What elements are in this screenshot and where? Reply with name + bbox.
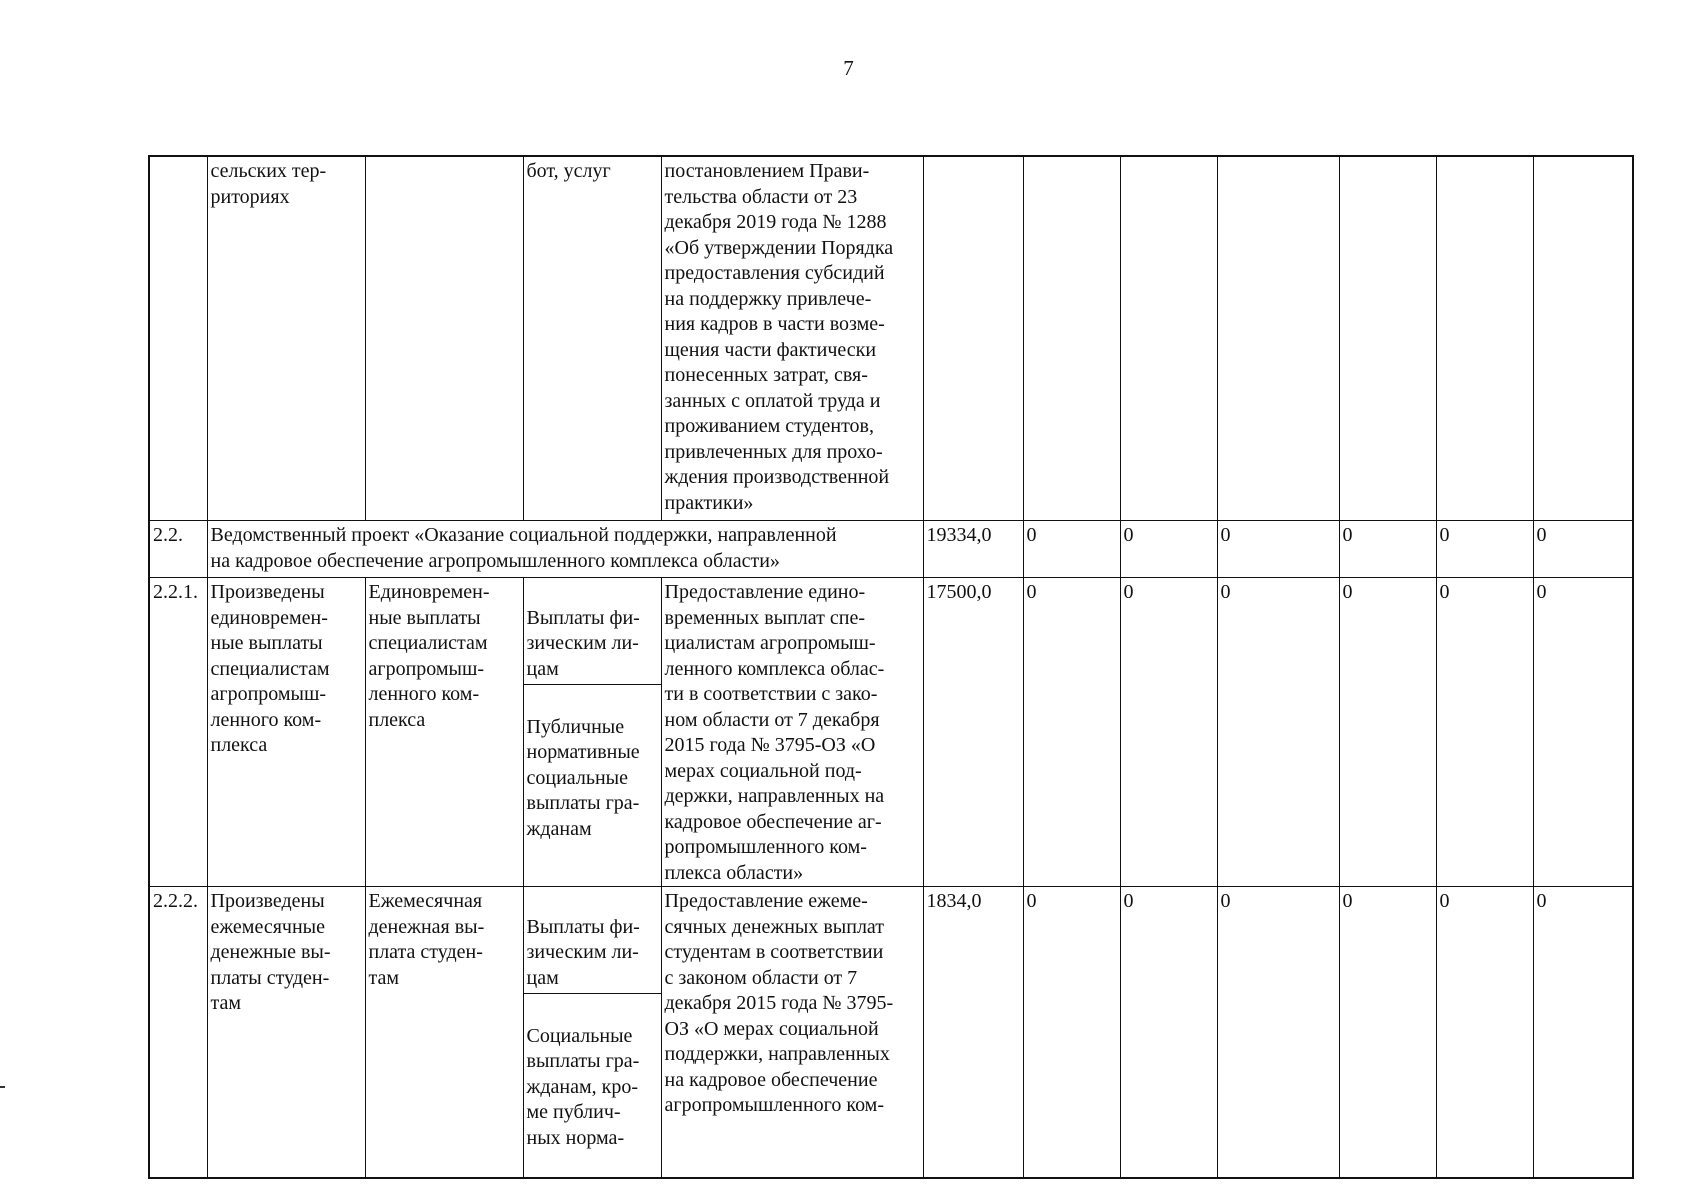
row-number: 2.2.2. bbox=[149, 887, 207, 1178]
payment-type-bottom: Социальные выплаты гра- жданам, кро- ме публич- ных норма- bbox=[526, 1024, 640, 1149]
description-cell: Предоставление ежеме- сячных денежных выплат студентам в соответствии с законом области от 7 декабря 2015 года № 3795- ОЗ «О мерах социальной поддержки, направленных на кадровое обеспечение агропромышленного ком- bbox=[661, 887, 923, 1178]
value-cell: 0 bbox=[1023, 521, 1120, 578]
value-cell: 0 bbox=[1436, 887, 1533, 1178]
payment-type-top: Выплаты фи- зическим ли- цам bbox=[524, 913, 661, 995]
value-cell: 0 bbox=[1533, 887, 1633, 1178]
value-cell bbox=[1436, 156, 1533, 521]
table-row bbox=[149, 521, 1633, 578]
value-cell: 1834,0 bbox=[923, 887, 1023, 1178]
row-number: 2.2. bbox=[149, 521, 207, 578]
event-cell bbox=[365, 156, 523, 521]
value-cell bbox=[923, 156, 1023, 521]
description-cell: постановлением Прави- тельства области от 23 декабря 2019 года № 1288 «Об утверждении Порядка предоставления субсидий на поддержку привлече- ния кадров в части возме- щения части фактически понесенных затрат, свя- занных с оплатой труда и проживанием студентов, привлеченных для прохо- ждения производственной практики» bbox=[661, 156, 923, 521]
payment-type-top: Выплаты фи- зическим ли- цам bbox=[524, 604, 661, 686]
value-cell bbox=[1023, 156, 1120, 521]
page-number: 7 bbox=[843, 56, 854, 80]
value-cell: 0 bbox=[1217, 578, 1339, 887]
row-number: 2.2.1. bbox=[149, 578, 207, 887]
value-cell bbox=[1533, 156, 1633, 521]
value-cell: 0 bbox=[1533, 521, 1633, 578]
program-table bbox=[148, 155, 1634, 1179]
value-cell: 0 bbox=[1023, 887, 1120, 1178]
value-cell: 0 bbox=[1120, 578, 1217, 887]
payment-type-cell bbox=[523, 578, 661, 887]
value-cell bbox=[1120, 156, 1217, 521]
payment-type-cell: бот, услуг bbox=[523, 156, 661, 521]
value-cell: 0 bbox=[1339, 578, 1436, 887]
description-cell: Предоставление едино- временных выплат спе- циалистам агропромыш- ленного комплекса облас- ти в соответствии с зако- ном области от 7 декабря 2015 года № 3795-ОЗ «О мерах социальной под- держки, направленных на кадровое обеспечение аг- ропромышленного ком- плекса области» bbox=[661, 578, 923, 887]
value-cell: 0 bbox=[1436, 521, 1533, 578]
event-cell: Единовремен- ные выплаты специалистам агропромыш- ленного ком- плекса bbox=[365, 578, 523, 887]
result-cell: Произведены ежемесячные денежные вы- платы студен- там bbox=[207, 887, 365, 1178]
value-cell: 0 bbox=[1023, 578, 1120, 887]
value-cell: 0 bbox=[1436, 578, 1533, 887]
value-cell: 0 bbox=[1533, 578, 1633, 887]
table-row bbox=[149, 156, 1633, 521]
payment-type-bottom: Публичные нормативные социальные выплаты гра- жданам bbox=[526, 715, 640, 840]
table-row bbox=[149, 578, 1633, 887]
row-number bbox=[149, 156, 207, 521]
value-cell: 0 bbox=[1120, 887, 1217, 1178]
value-cell: 0 bbox=[1217, 887, 1339, 1178]
value-cell: 0 bbox=[1339, 887, 1436, 1178]
value-cell: 19334,0 bbox=[923, 521, 1023, 578]
result-cell: сельских тер- риториях bbox=[207, 156, 365, 521]
result-cell: Произведены единовремен- ные выплаты специалистам агропромыш- ленного ком- плекса bbox=[207, 578, 365, 887]
value-cell bbox=[1339, 156, 1436, 521]
value-cell bbox=[1217, 156, 1339, 521]
payment-type-cell bbox=[523, 887, 661, 1178]
table-row bbox=[149, 887, 1633, 1178]
project-title-cell: Ведомственный проект «Оказание социальной поддержки, направленной на кадровое обеспечение агропромышленного комплекса области» bbox=[207, 521, 923, 578]
scan-mark bbox=[0, 1086, 5, 1088]
value-cell: 0 bbox=[1217, 521, 1339, 578]
value-cell: 0 bbox=[1120, 521, 1217, 578]
value-cell: 0 bbox=[1339, 521, 1436, 578]
event-cell: Ежемесячная денежная вы- плата студен- там bbox=[365, 887, 523, 1178]
value-cell: 17500,0 bbox=[923, 578, 1023, 887]
